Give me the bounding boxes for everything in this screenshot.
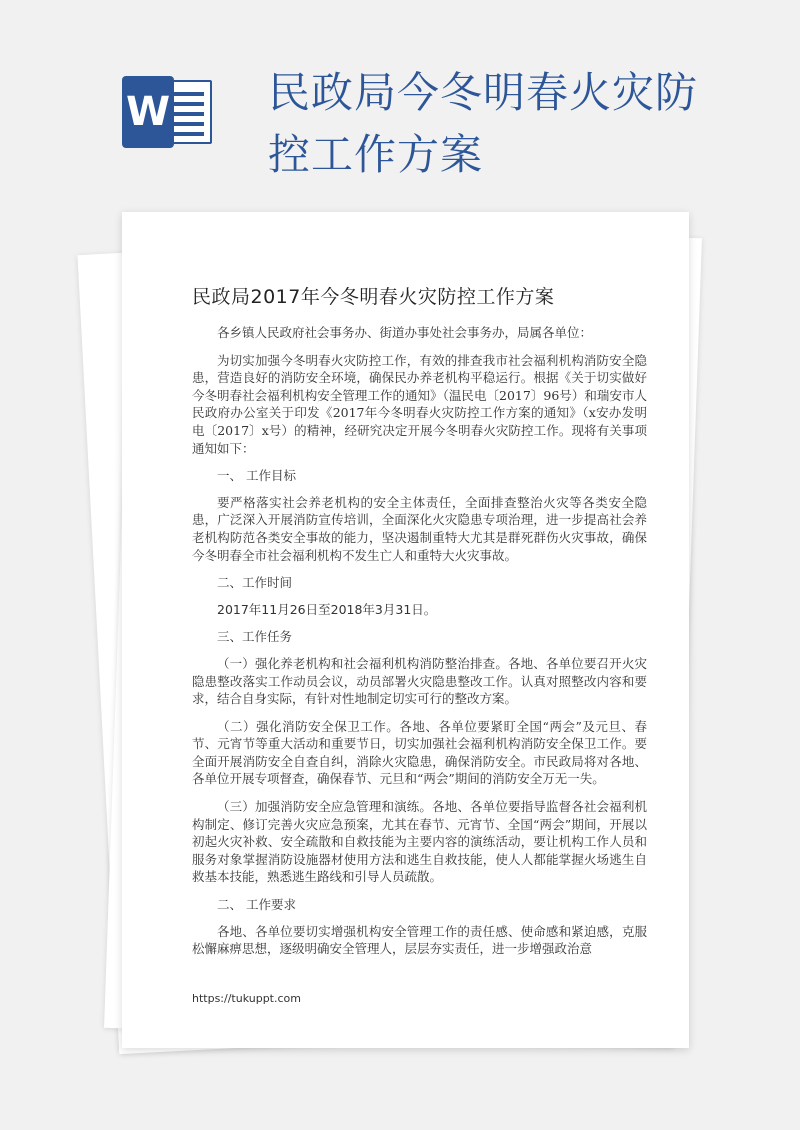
document-body — [192, 324, 647, 968]
document-page — [122, 212, 689, 1048]
word-w-badge: W — [122, 76, 174, 148]
task-3-paragraph: （三）加强消防安全应急管理和演练。各地、各单位要指导监督各社会福利机构制定、修订完善火灾应急预案，尤其在春节、元宵节、全国“两会”期间，开展以初起火灾补救、安全疏散和自救技能为主要内容的演练活动，要让机构工作人员和服务对象掌握消防设施器材使用方法和逃生自救技能，使人人都能掌握火场逃生自救基本技能，熟悉逃生路线和引导人员疏散。 — [192, 799, 647, 885]
header — [0, 0, 800, 200]
task-2-paragraph: （二）强化消防安全保卫工作。各地、各单位要紧盯全国“两会”及元旦、春节、元宵节等重大活动和重要节日，切实加强社会福利机构消防安全保卫工作。要全面开展消防安全自查自纠，消除火灾隐患，确保消防安全。市民政局将对各地、各单位开展专项督查，确保春节、元旦和“两会”期间的消防安全万无一失。 — [192, 718, 647, 787]
requirements-paragraph: 各地、各单位要切实增强机构安全管理工作的责任感、使命感和紧迫感，克服松懈麻痹思想，逐级明确安全管理人，层层夯实责任，进一步增强政治意 — [192, 923, 647, 957]
page-title: 民政局今冬明春火灾防控工作方案 — [268, 68, 699, 179]
task-1-paragraph: （一）强化养老机构和社会福利机构消防整治排查。各地、各单位要召开火灾隐患整改落实工作动员会议，动员部署火灾隐患整改工作。认真对照整改内容和要求，结合自身实际，有针对性地制定切实可行的整改方案。 — [192, 655, 647, 707]
section-heading-time: 二、工作时间 — [217, 575, 293, 591]
time-paragraph: 2017年11月26日至2018年3月31日。 — [217, 601, 437, 617]
goals-paragraph: 要严格落实社会养老机构的安全主体责任，全面排查整治火灾等各类安全隐患，广泛深入开展消防宣传培训，全面深化火灾隐患专项治理，进一步提高社会养老机构防范各类安全事故的能力，坚决遏制重特大尤其是群死群伤火灾事故，确保今冬明春全市社会福利机构不发生亡人和重特大火灾事故。 — [192, 494, 647, 563]
word-document-icon — [122, 76, 214, 148]
section-heading-tasks: 三、工作任务 — [217, 629, 293, 645]
intro-paragraph: 为切实加强今冬明春火灾防控工作，有效的排查我市社会福利机构消防安全隐患，营造良好的消防安全环境，确保民办养老机构平稳运行。根据《关于切实做好今冬明春社会福利机构安全管理工作的通知》（温民电〔2017〕96号）和瑞安市人民政府办公室关于印发《2017年今冬明春火灾防控工作方案的通知》（x安办发明电〔2017〕x号）的精神，经研究决定开展今冬明春火灾防控工作。现将有关事项通知如下： — [192, 352, 647, 456]
section-heading-requirements: 二、 工作要求 — [217, 897, 296, 913]
salutation: 各乡镇人民政府社会事务办、街道办事处社会事务办，局属各单位： — [217, 325, 593, 340]
section-heading-goals: 一、 工作目标 — [217, 468, 296, 484]
document-title: 民政局2017年今冬明春火灾防控工作方案 — [192, 286, 555, 308]
footer-url: https://tukuppt.com — [192, 992, 301, 1005]
